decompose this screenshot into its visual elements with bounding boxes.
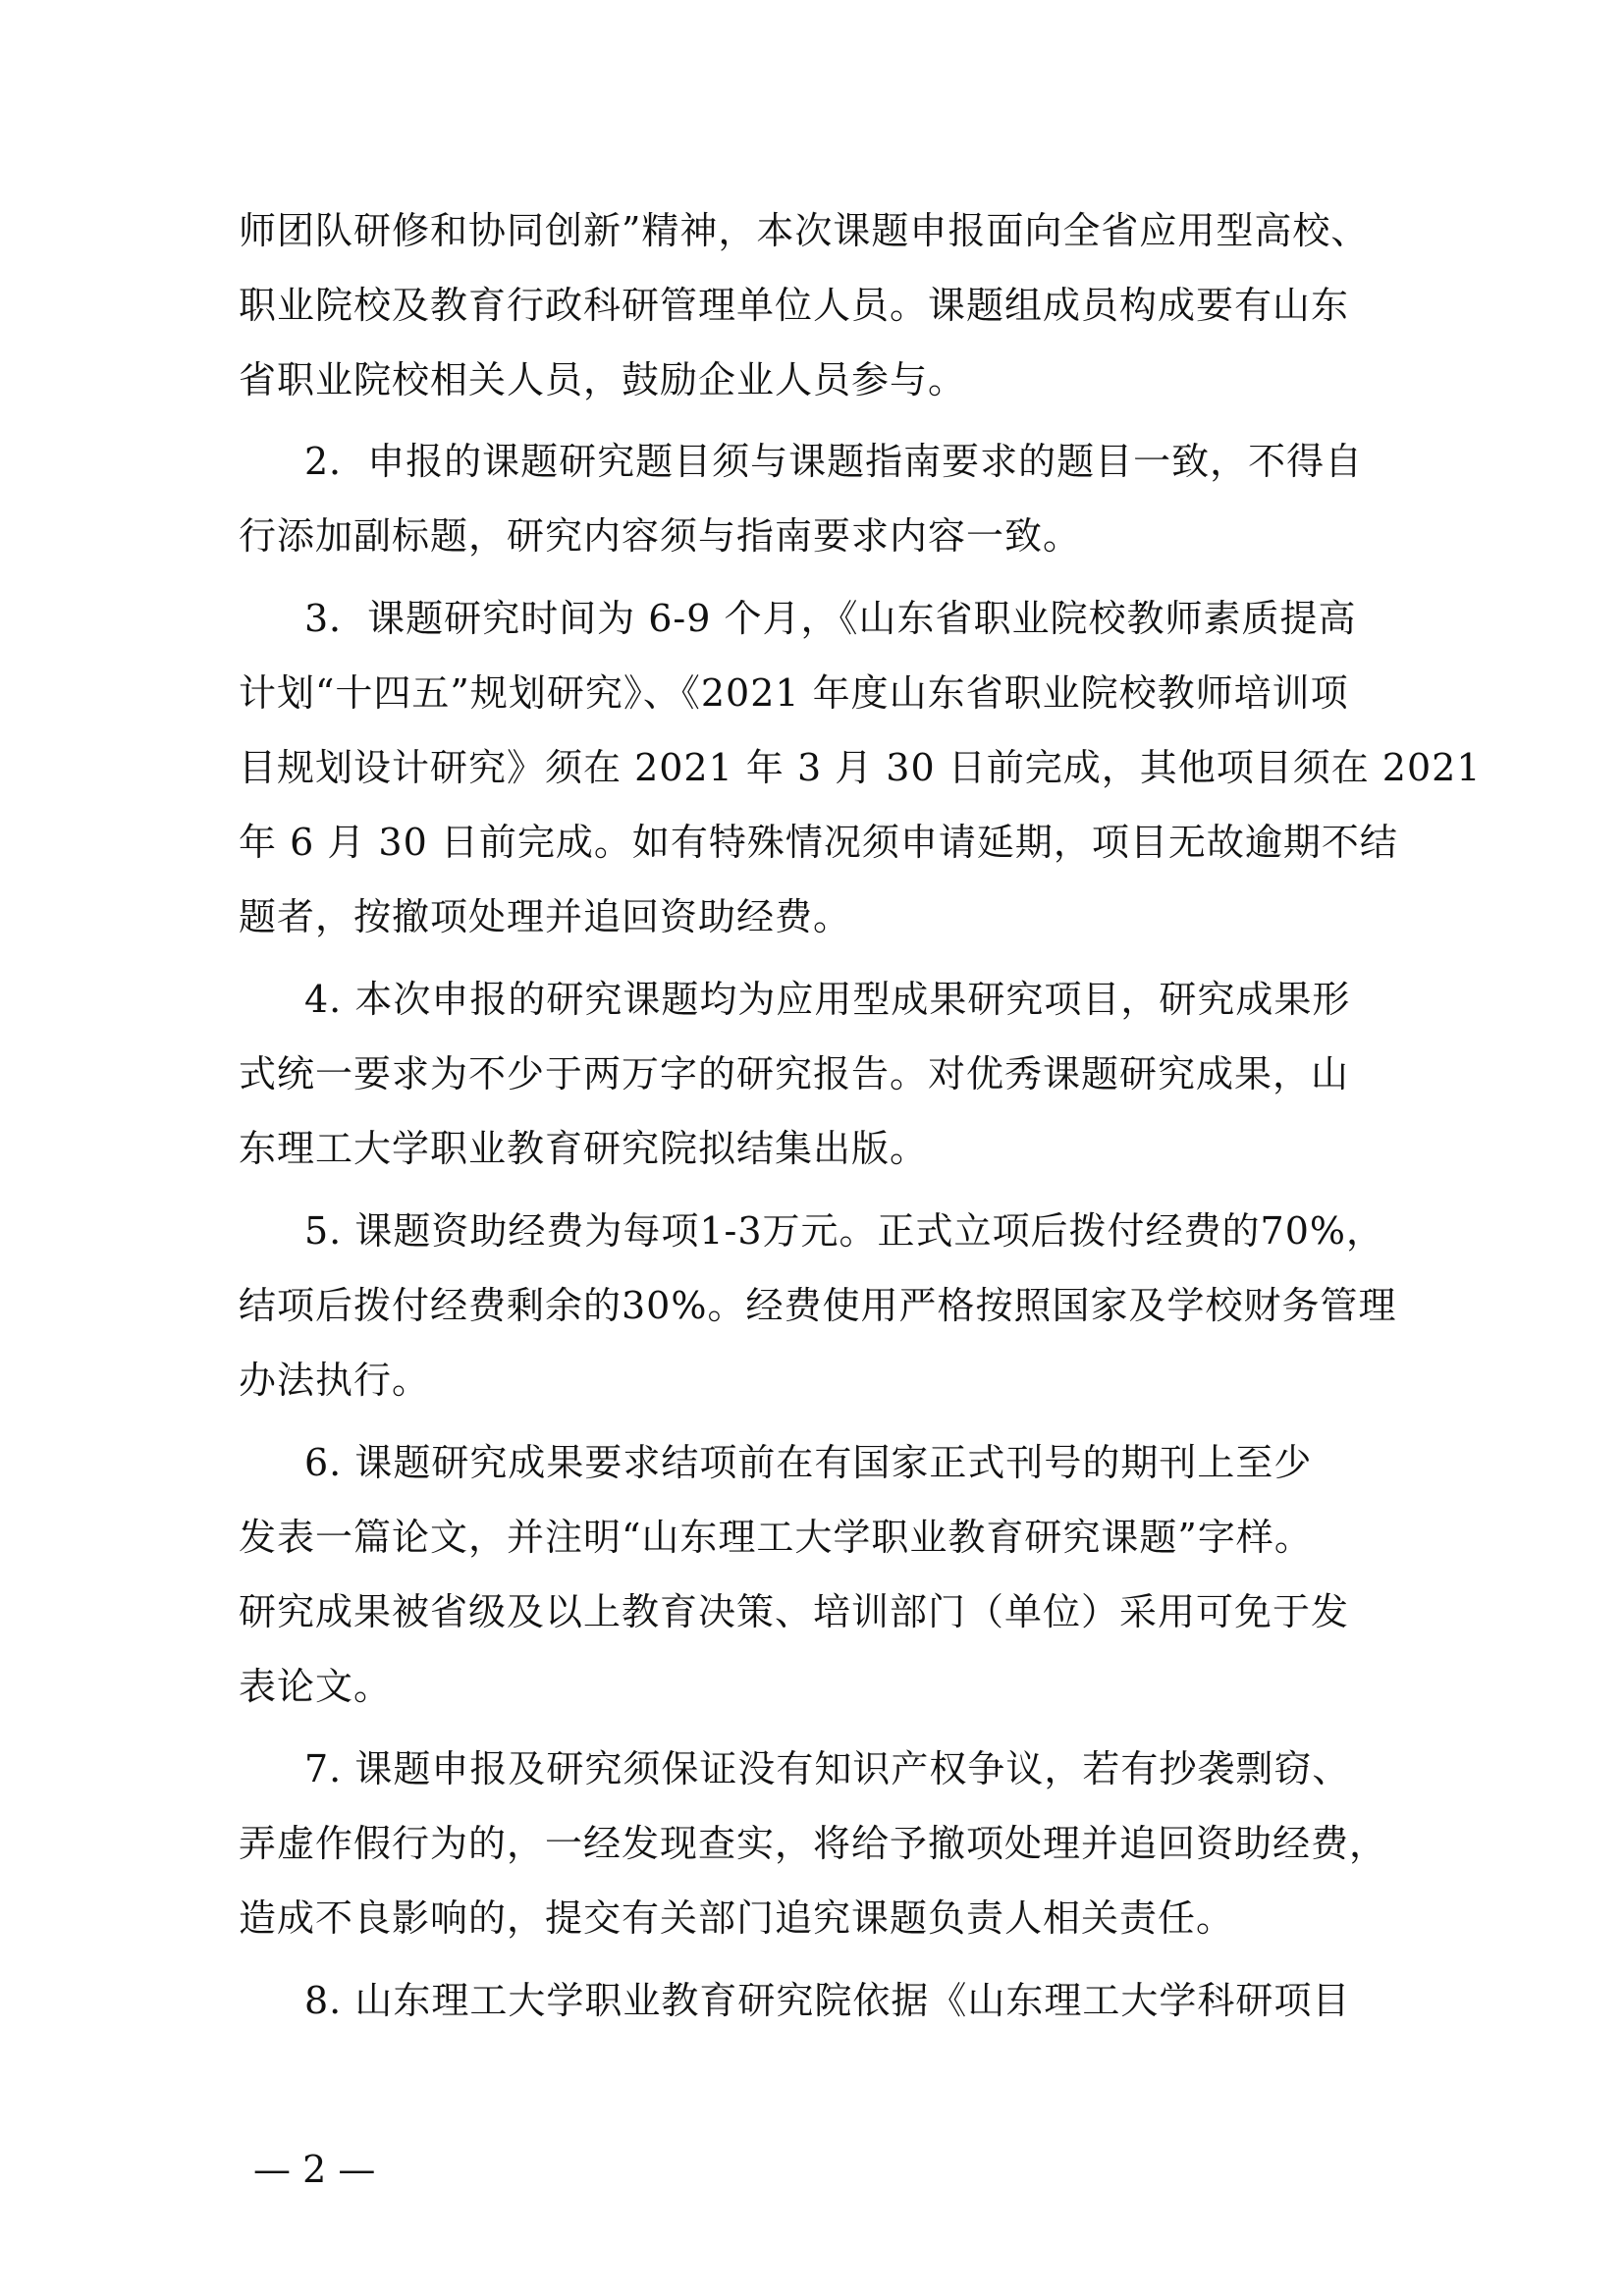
body-text-line: 发表一篇论文，并注明“山东理工大学职业教育研究课题”字样。 — [239, 1516, 1313, 1559]
body-text-line: 省职业院校相关人员，鼓励企业人员参与。 — [239, 358, 967, 401]
item-2-first-line: 2．申报的课题研究题目须与课题指南要求的题目一致，不得自 — [304, 440, 1364, 483]
body-text-line: 弄虚作假行为的，一经发现查实，将给予撤项处理并追回资助经费， — [239, 1822, 1388, 1865]
body-text-line: 计划“十四五”规划研究》、《2021 年度山东省职业院校教师培训项 — [239, 671, 1349, 715]
item-5-first-line: 5. 课题资助经费为每项1-3万元。正式立项后拨付经费的70%， — [304, 1209, 1384, 1253]
body-text-line: 东理工大学职业教育研究院拟结集出版。 — [239, 1127, 929, 1170]
item-8-first-line: 8. 山东理工大学职业教育研究院依据《山东理工大学科研项目 — [304, 1979, 1351, 2022]
item-6-first-line: 6. 课题研究成果要求结项前在有国家正式刊号的期刊上至少 — [304, 1441, 1313, 1484]
body-text-line: 办法执行。 — [239, 1359, 431, 1402]
body-text-line: 表论文。 — [239, 1665, 393, 1708]
body-text-line: 式统一要求为不少于两万字的研究报告。对优秀课题研究成果，山 — [239, 1052, 1350, 1095]
item-7-first-line: 7. 课题申报及研究须保证没有知识产权争议，若有抄袭剽窃、 — [304, 1747, 1351, 1790]
body-text-line: 造成不良影响的，提交有关部门追究课题负责人相关责任。 — [239, 1896, 1235, 1940]
body-text-line: 职业院校及教育行政科研管理单位人员。课题组成员构成要有山东 — [239, 284, 1350, 327]
body-text-line: 结项后拨付经费剩余的30%。经费使用严格按照国家及学校财务管理 — [239, 1284, 1397, 1327]
body-text-line: 行添加副标题，研究内容须与指南要求内容一致。 — [239, 514, 1082, 558]
body-text-line: 目规划设计研究》须在 2021 年 3 月 30 日前完成，其他项目须在 2021 — [239, 746, 1482, 789]
body-text-line: 研究成果被省级及以上教育决策、培训部门（单位）采用可免于发 — [239, 1590, 1350, 1633]
body-text-line: 年 6 月 30 日前完成。如有特殊情况须申请延期，项目无故逾期不结 — [239, 821, 1398, 864]
item-4-first-line: 4. 本次申报的研究课题均为应用型成果研究项目，研究成果形 — [304, 978, 1351, 1021]
body-text-line: 题者，按撤项处理并追回资助经费。 — [239, 895, 852, 938]
item-3-first-line: 3．课题研究时间为 6-9 个月，《山东省职业院校教师素质提高 — [304, 597, 1357, 640]
page-number: — 2 — — [253, 2148, 376, 2191]
body-text-line: 师团队研修和协同创新”精神，本次课题申报面向全省应用型高校、 — [239, 209, 1370, 252]
